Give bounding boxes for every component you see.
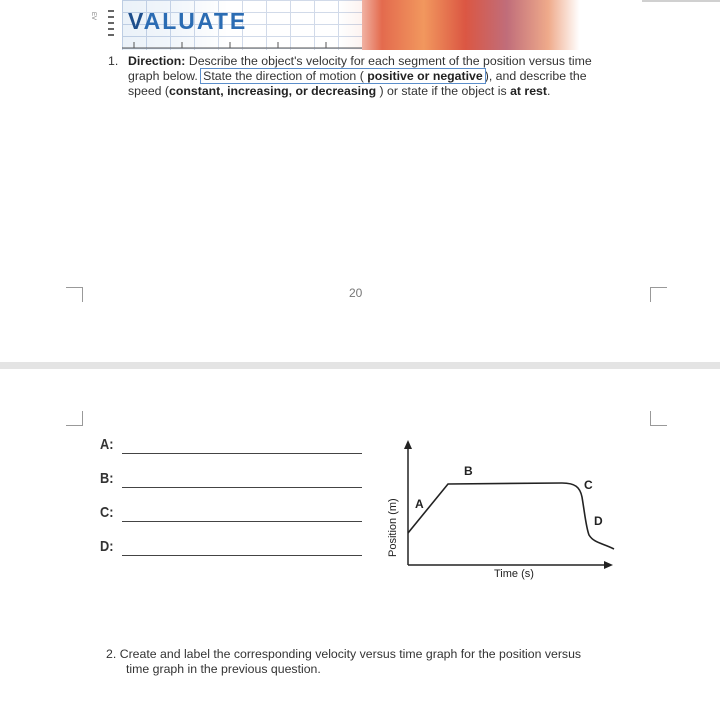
banner-rule: [642, 0, 720, 2]
answer-label: D:: [100, 538, 114, 555]
answer-blank[interactable]: [122, 521, 362, 522]
section-heading: [128, 8, 247, 35]
position-curve: [408, 483, 614, 549]
answer-lines: [100, 432, 370, 568]
crop-mark: [650, 287, 667, 302]
question-1-text-f: ) or state if the object is: [379, 84, 507, 98]
answer-row[interactable]: [100, 534, 370, 568]
x-axis-arrow: [604, 561, 613, 569]
side-tag: EV: [90, 12, 96, 21]
segment-label-a: A: [415, 497, 424, 511]
answer-row[interactable]: [100, 500, 370, 534]
answer-blank[interactable]: [122, 555, 362, 556]
question-2-text-b: time graph in the previous question.: [126, 662, 321, 676]
y-axis-arrow: [404, 440, 412, 449]
answer-label: C:: [100, 504, 114, 521]
page-number: 20: [349, 286, 363, 300]
heading-rest: ALUATE: [143, 8, 248, 34]
question-1-text-d: ), and describe the: [484, 69, 587, 83]
page-separator: [0, 362, 720, 369]
crop-mark: [66, 287, 83, 302]
question-2-number: 2.: [106, 647, 117, 661]
top-banner: [0, 0, 720, 50]
crop-mark: [650, 411, 667, 426]
answer-blank[interactable]: [122, 487, 362, 488]
heading-initial: V: [128, 8, 144, 34]
crop-mark: [66, 411, 83, 426]
question-2: [106, 647, 666, 677]
segment-label-d: D: [594, 514, 603, 528]
rest-option: at rest: [510, 84, 547, 98]
question-2-text-a: Create and label the corresponding velocity versus time graph for the position versus: [119, 647, 582, 661]
direction-options: positive or negative: [367, 69, 483, 83]
question-1-text-a: Describe the object's velocity for each segment of the position versus time: [188, 54, 592, 68]
answer-label: B:: [100, 470, 114, 487]
banner-tick-marks: [122, 42, 362, 50]
answer-blank[interactable]: [122, 453, 362, 454]
ruler-icon: [108, 6, 120, 46]
question-1-label: Direction:: [128, 54, 186, 68]
segment-label-c: C: [584, 478, 593, 492]
x-axis-label: Time (s): [494, 568, 534, 580]
answer-row[interactable]: [100, 432, 370, 466]
question-1-number: 1.: [108, 54, 119, 68]
question-1-text-b: graph below.: [128, 69, 198, 83]
question-1: [108, 54, 648, 99]
speed-options: constant, increasing, or decreasing: [169, 84, 377, 98]
segment-label-b: B: [464, 464, 473, 478]
question-1-text-g: .: [546, 84, 551, 98]
y-axis-label: Position (m): [387, 498, 399, 557]
answer-row[interactable]: [100, 466, 370, 500]
position-time-graph: [380, 435, 630, 595]
direction-highlight: State the direction of motion ( positive or negative: [203, 69, 483, 83]
answer-label: A:: [100, 436, 114, 453]
question-1-text-e: speed (: [128, 84, 170, 98]
